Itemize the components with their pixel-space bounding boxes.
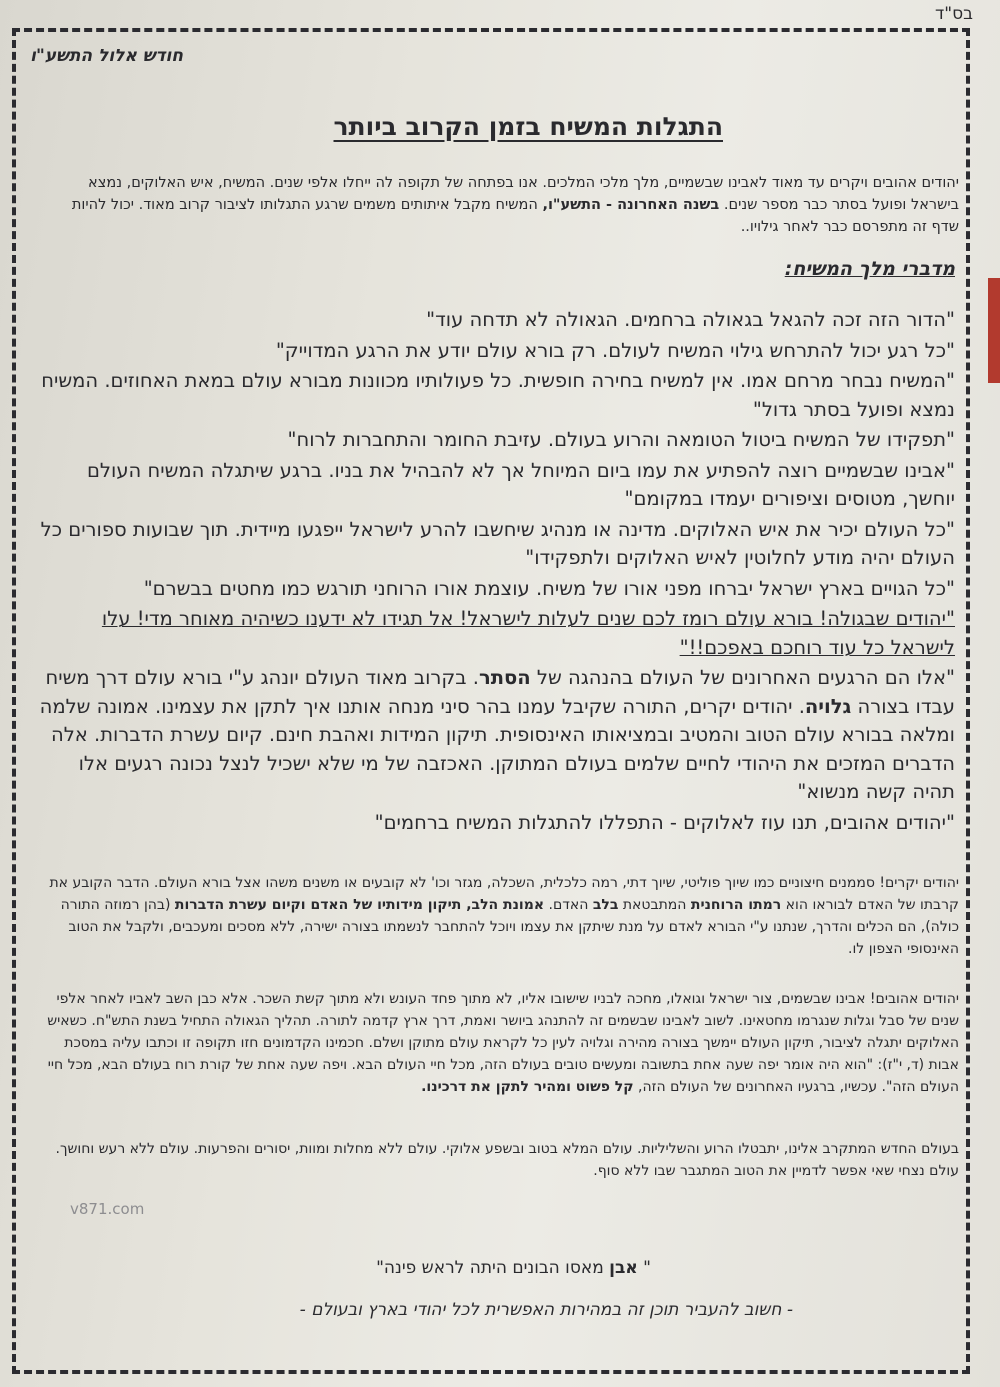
quote-item: "המשיח נבחר מרחם אמו. אין למשיח בחירה חופשית. כל פעולותיו מכוונות מבורא עולם במאת האחוזים. המשיח נמצא ופועל בסתר גדול" xyxy=(41,369,955,421)
quote-long-d: . יהודים יקרים, התורה שקיבל עמנו בהר סיני מנחה אותנו איך לתקן את עצמינו. אמונה שלמה ומלאה בבורא עולם הטוב והמטיב ובמציאותו האינסופית. תיקון המידות ואהבת חינם. קיום עשרת הדברות. אלה הדברים המזכים את היהודי לחיים שלמים בעולם המתוקן. האכזבה של מי שלא ישכיל לנצל נכונה רגעים אלו תהיה קשה מנשוא" xyxy=(39,694,955,803)
para1-bold-3: אמונת הלב, תיקון מידותיו של האדם וקיום עשרת הדברות xyxy=(174,897,545,913)
intro-paragraph xyxy=(54,172,959,238)
quote-long-bold-2: גלויה xyxy=(804,694,852,718)
watermark: v871.com xyxy=(70,1200,145,1218)
quote-item: "כל העולם יכיר את איש האלוקים. מדינה או מנהיג שיחשבו להרע לישראל ייפגעו מיידית. תוך שבועות ספורים כל העולם יהיה מודע לחלוטין לאיש האלוקים ולתפקידו" xyxy=(40,517,955,569)
cornerstone-rest: מאסו הבונים היתה לראש פינה" xyxy=(376,1258,604,1278)
quote-long xyxy=(35,664,955,807)
quote-long-c: . בקרוב מאוד העולם יונהג ע"י בורא עולם דרך משיח עבדו בצורה xyxy=(45,666,955,718)
quote-long-bold-1: הסתר xyxy=(478,666,531,689)
intro-bold: בשנה האחרונה - התשע"ו, xyxy=(542,197,720,213)
para1-c: המתבטאת xyxy=(622,897,687,913)
para2-bold: קל פשוט ומהיר לתקן את דרכינו. xyxy=(421,1079,634,1095)
para2-a: יהודים אהובים! אבינו שבשמים, צור ישראל וגואלו, מחכה לבניו שישובו אליו, לא מתוך פחד העונש ולא מתוך קשת השכר. אלא כבן השב לאביו לאחר אלפי שנים של סבל וגלות שנגרמו מחטאינו. לשוב לאבינו שבשמים זה להתנהג ביושר ואמת, דרך ארץ קדמה לתורה. תהליך הגאולה התחיל בשנת התש"ח. כשאיש האלוקים יתגלה לציבור, תיקון העולם יימשך בצורה מהירה וגלויה לעין כל לקראת עולם מתוקן ושלם. חכמינו הקדמונים חזו תקופה זו וכתבו עליה במסכת אבות (ד, י"ז): "הוא היה אומר יפה שעה אחת בתשובה ומעשים טובים בעולם הזה, מכל חיי העולם הבא. ויפה שעה אחת של קורת רוח בעולם הבא, מכל חיי העולם הזה". עכשיו, ברגעיו האחרונים של העולם הזה, xyxy=(47,991,959,1095)
para1-d: האדם. xyxy=(548,897,589,913)
document-body xyxy=(18,0,983,1387)
quote-underlined: "יהודים שבגולה! בורא עולם רומז לכם שנים לעלות לישראל! אל תגידו לא ידענו כשיהיה מאוחר מדי! עלו לישראל כל עוד רוחכם באפכם!!" xyxy=(101,607,955,659)
footer-note: - חשוב להעביר תוכן זה במהירות האפשרית לכל יהודי בארץ ובעולם - xyxy=(299,1300,793,1320)
red-object-edge xyxy=(988,278,1000,383)
quote-item: "תפקידו של המשיח ביטול הטומאה והרוע בעולם. עזיבת החומר והתחברות לרוח" xyxy=(287,428,955,451)
quote-item: "כל רגע יכול להתרחש גילוי המשיח לעולם. רק בורא עולם יודע את הרגע המדוייק" xyxy=(275,338,955,362)
cornerstone-bold: אבן xyxy=(609,1258,638,1278)
quote-item: "כל הגויים בארץ ישראל יברחו מפני אורו של משיח. עוצמת אורו הרוחני תורגש כמו מחטים בבשרם" xyxy=(143,576,955,600)
intro-text-a: יהודים אהובים ויקרים עד מאוד לאבינו שבשמיים, מלך מלכי המלכים. אנו בפתחה של תקופה לה ייחלו אלפי שנים. המשיח, איש האלוקים, נמצא בישראל ופועל בסתר כבר מספר שנים. xyxy=(88,175,959,213)
quote-item: "יהודים אהובים, תנו עוז לאלוקים - התפללו להתגלות המשיח ברחמים" xyxy=(374,810,955,834)
bsd-mark: בס"ד xyxy=(935,4,973,24)
paragraph-spiritual-level xyxy=(39,872,959,960)
para1-e: (בהן רמוזה התורה כולה), הם הכלים והדרך, שנתנו ע"י הבורא לאדם על מנת שיתקן את עצמו ויוכל להתחבר לנשמתו בצורה ישירה, ללא מסכים ומעכבים, ולקבל את הטוב האינסופי הצפון לו. xyxy=(60,897,959,957)
page-title: התגלות המשיח בזמן הקרוב ביותר xyxy=(333,112,723,141)
quotes-list xyxy=(35,306,955,839)
date-line: חודש אלול התשע"ו xyxy=(30,46,183,66)
para1-bold-1: רמתו הרוחנית xyxy=(690,897,782,913)
quote-long-a: "אלו הם הרגעים האחרונים של העולם בהנהגה של xyxy=(536,666,955,689)
cornerstone-quote xyxy=(376,1258,651,1278)
para1-a: יהודים יקרים! סממנים חיצוניים כמו שיוך פוליטי, שיוך דתי, רמה כלכלית, השכלה, מגזר וכו' לא קובעים או משנים משהו אצל בורא העולם. הדבר הקובע את קרבתו של האדם לבוראו הוא xyxy=(49,875,959,913)
quote-item: "אבינו שבשמיים רוצה להפתיע את עמו ביום המיוחל אך לא להבהיל את בניו. ברגע שיתגלה המשיח העולם יוחשך, מטוסים וציפורים יעמדו במקומם" xyxy=(86,458,955,510)
intro-text-b: המשיח מקבל איתותים משמים שרגע התגלותו לציבור קרוב מאוד. יכול להיות שדף זה מתפרסם כבר לאחר גילויו.. xyxy=(71,197,959,235)
paragraph-return xyxy=(39,988,959,1098)
para1-bold-2: בלב xyxy=(592,897,619,913)
quote-item: "הדור הזה זכה להגאל בגאולה ברחמים. הגאולה לא תדחה עוד" xyxy=(426,308,955,331)
cornerstone-quote-mark: " xyxy=(643,1258,651,1278)
paragraph-new-world: בעולם החדש המתקרב אלינו, יתבטלו הרוע והשליליות. עולם המלא בטוב ובשפע אלוקי. עולם ללא מחלות ומוות, יסורים והפרעות. עולם ללא רעש וחושך. עולם נצחי שאי אפשר לדמיין את הטוב המתגבר שבו ללא סוף. xyxy=(55,1141,959,1179)
section-heading: מדברי מלך המשיח: xyxy=(784,258,955,280)
